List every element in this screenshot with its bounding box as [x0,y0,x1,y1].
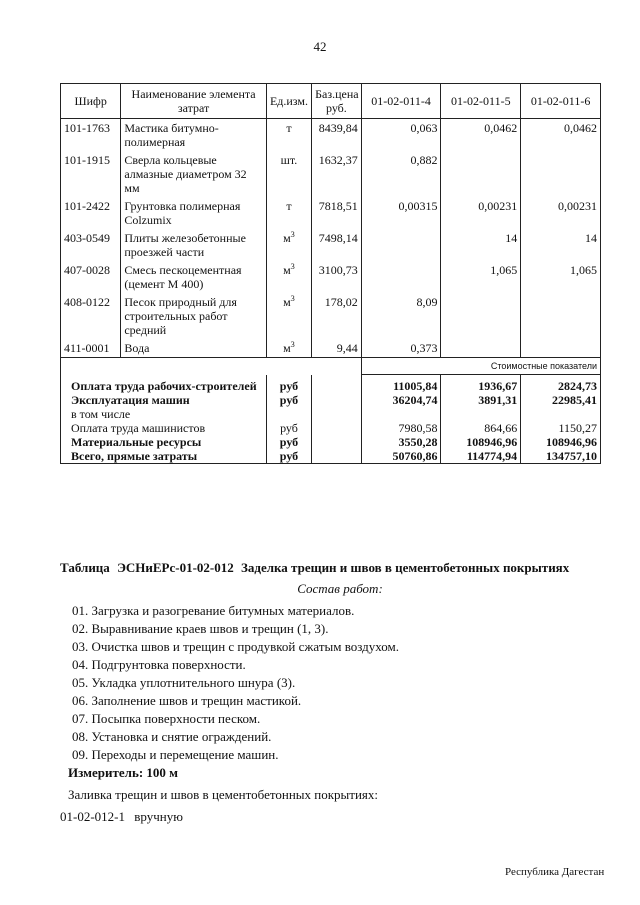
summary-col3: 108946,96 [521,435,601,449]
cell-price-text: 178,02 [324,295,358,309]
cell-name [121,151,267,197]
cell-col3-text: 0,0462 [564,121,597,135]
summary-col1 [361,407,441,421]
cell-code-text: 403-0549 [64,231,110,245]
cell-unit-text: т [286,121,292,135]
cell-col2 [441,339,521,358]
table-row [61,229,601,261]
cell-col1-text: 8,09 [416,295,438,309]
cell-unit [266,197,311,229]
table-row [61,197,601,229]
summary-empty [312,435,362,449]
cell-name-text: Плиты железобетонные проезжей части [124,231,246,259]
cell-name-text: Мастика битумно-полимерная [124,121,219,149]
cell-code [61,261,121,293]
summary-empty [312,393,362,407]
header-col1: 01-02-011-4 [361,84,441,119]
cell-name [121,197,267,229]
list-item: 09. Переходы и перемещение машин. [72,747,279,762]
cell-price-text: 9,44 [336,341,358,355]
cell-price [312,339,362,358]
summary-col1: 3550,28 [361,435,441,449]
summary-col1: 36204,74 [361,393,441,407]
table-section [60,560,620,825]
cell-unit-text: м [283,231,291,245]
cell-code-text: 101-1763 [64,121,110,135]
meter: Измеритель: 100 м [68,765,179,780]
cell-col1 [361,197,441,229]
summary-label: Всего, прямые затраты [61,449,267,464]
code-line-code: 01-02-012-1 [60,809,125,824]
cell-col3 [521,197,601,229]
cell-unit-text: м [283,263,291,277]
cell-name [121,229,267,261]
table-code: ЭСНиЕРс-01-02-012 [117,560,234,575]
cell-name-text: Вода [124,341,150,355]
unit-superscript: 3 [290,294,295,303]
cell-unit-text: м [283,341,291,355]
table-title-text: Заделка трещин и швов в цементобетонных покрытиях [241,560,570,575]
cell-name [121,293,267,339]
summary-unit: руб [266,421,311,435]
summary-empty [312,449,362,464]
summary-row [61,393,601,407]
cell-code [61,119,121,152]
header-col3: 01-02-011-6 [521,84,601,119]
cell-code [61,339,121,358]
table-row [61,339,601,358]
cell-col1 [361,229,441,261]
list-item: 07. Посыпка поверхности песком. [72,711,261,726]
cell-code-text: 408-0122 [64,295,110,309]
cell-col3 [521,339,601,358]
cell-col1 [361,119,441,152]
cell-name-text: Песок природный для строительных работ средний [124,295,237,337]
list-item: 05. Укладка уплотнительного шнура (3). [72,675,296,690]
cell-col2 [441,197,521,229]
summary-row [61,435,601,449]
cell-col3 [521,261,601,293]
cell-price-text: 1632,37 [318,153,358,167]
fill-title: Заливка трещин и швов в цементобетонных покрытиях: [68,787,378,802]
cell-code [61,229,121,261]
cell-col3 [521,151,601,197]
cell-name [121,339,267,358]
summary-row [61,449,601,464]
code-line-method: вручную [134,809,183,824]
unit-superscript: 3 [290,230,295,239]
summary-label: в том числе [61,407,267,421]
cell-col1 [361,151,441,197]
cell-unit-text: м [283,295,291,309]
footer-region: Республика Дагестан [505,866,605,878]
cell-col3-text: 0,00231 [558,199,597,213]
unit-superscript: 3 [290,262,295,271]
summary-label: Материальные ресурсы [61,435,267,449]
cell-name-text: Смесь пескоцементная (цемент М 400) [124,263,242,291]
summary-label: Эксплуатация машин [61,393,267,407]
cell-name-text: Сверла кольцевые алмазные диаметром 32 мм [124,153,247,195]
list-item: 04. Подгрунтовка поверхности. [72,657,246,672]
code-line [60,809,620,825]
cell-price [312,119,362,152]
cell-code-text: 411-0001 [64,341,110,355]
table-row [61,119,601,152]
resources-table [60,83,601,464]
summary-col3: 22985,41 [521,393,601,407]
summary-col3: 2824,73 [521,375,601,394]
table-label: Таблица [60,560,110,575]
summary-unit [266,407,311,421]
cell-code-text: 101-2422 [64,199,110,213]
cell-col1-text: 0,00315 [398,199,438,213]
cell-name [121,119,267,152]
cell-col2-text: 14 [505,231,518,245]
header-code: Шифр [61,84,121,119]
table-row [61,151,601,197]
header-name: Наименование элемента затрат [121,84,267,119]
list-item: 08. Установка и снятие ограждений. [72,729,272,744]
summary-unit: руб [266,375,311,394]
header-price: Баз.цена руб. [312,84,362,119]
summary-label: Оплата труда рабочих-строителей [61,375,267,394]
cell-col2 [441,293,521,339]
summary-col2 [441,407,521,421]
cell-price-text: 8439,84 [318,121,358,135]
summary-col1: 50760,86 [361,449,441,464]
list-item: 03. Очистка швов и трещин с продувкой сжатым воздухом. [72,639,400,654]
summary-col1: 11005,84 [361,375,441,394]
cell-col1 [361,261,441,293]
cell-col3 [521,119,601,152]
summary-empty [312,407,362,421]
summary-empty [312,375,362,394]
cell-col2-text: 0,0462 [484,121,518,135]
summary-col2: 864,66 [441,421,521,435]
summary-unit: руб [266,435,311,449]
cell-name-text: Грунтовка полимерная Colzumix [124,199,241,227]
cell-code [61,293,121,339]
cell-price [312,261,362,293]
cell-col3-text: 1,065 [570,263,597,277]
cell-col1-text: 0,063 [410,121,438,135]
summary-row [61,375,601,394]
cell-unit [266,119,311,152]
cell-unit [266,293,311,339]
unit-superscript: 3 [290,340,295,349]
cell-col2 [441,119,521,152]
summary-col1: 7980,58 [361,421,441,435]
cell-code [61,197,121,229]
cell-unit-text: т [286,199,292,213]
cell-code-text: 407-0028 [64,263,110,277]
cell-col2 [441,229,521,261]
cell-price [312,293,362,339]
cell-col1-text: 0,373 [410,341,438,355]
summary-col3 [521,407,601,421]
cell-unit-text: шт. [280,153,298,167]
summary-label: Оплата труда машинистов [61,421,267,435]
cell-code-text: 101-1915 [64,153,110,167]
summary-col3: 134757,10 [521,449,601,464]
cell-col1-text: 0,882 [410,153,438,167]
list-item: 02. Выравнивание краев швов и трещин (1, 3). [72,621,329,636]
table-title [60,560,620,576]
header-unit: Ед.изм. [266,84,311,119]
page-number: 42 [313,39,327,54]
cell-unit [266,229,311,261]
works-list [60,603,620,762]
cell-price [312,197,362,229]
cell-col1 [361,339,441,358]
cell-col3 [521,229,601,261]
cell-col2-text: 1,065 [490,263,518,277]
summary-row [61,421,601,435]
cost-caption: Стоимостные показатели [361,358,600,375]
cell-price [312,151,362,197]
summary-row [61,407,601,421]
header-col2: 01-02-011-5 [441,84,521,119]
summary-col2: 108946,96 [441,435,521,449]
cell-col3-text: 14 [585,231,597,245]
summary-col2: 3891,31 [441,393,521,407]
summary-col2: 1936,67 [441,375,521,394]
cell-unit [266,339,311,358]
cell-col2-text: 0,00231 [478,199,518,213]
table-row [61,293,601,339]
cell-price-text: 7818,51 [318,199,358,213]
table-header-row [61,84,601,119]
summary-col3: 1150,27 [521,421,601,435]
cell-price [312,229,362,261]
list-item: 01. Загрузка и разогревание битумных материалов. [72,603,355,618]
summary-unit: руб [266,449,311,464]
cell-col2 [441,151,521,197]
cell-unit [266,261,311,293]
cell-col2 [441,261,521,293]
cell-code [61,151,121,197]
table-row [61,261,601,293]
composition-title: Состав работ: [297,581,383,596]
summary-empty [312,421,362,435]
cell-col1 [361,293,441,339]
summary-unit: руб [266,393,311,407]
cost-caption-row [61,358,601,375]
cell-name [121,261,267,293]
summary-col2: 114774,94 [441,449,521,464]
cell-price-text: 3100,73 [318,263,358,277]
cell-unit [266,151,311,197]
list-item: 06. Заполнение швов и трещин мастикой. [72,693,302,708]
cell-col3 [521,293,601,339]
cell-price-text: 7498,14 [318,231,358,245]
